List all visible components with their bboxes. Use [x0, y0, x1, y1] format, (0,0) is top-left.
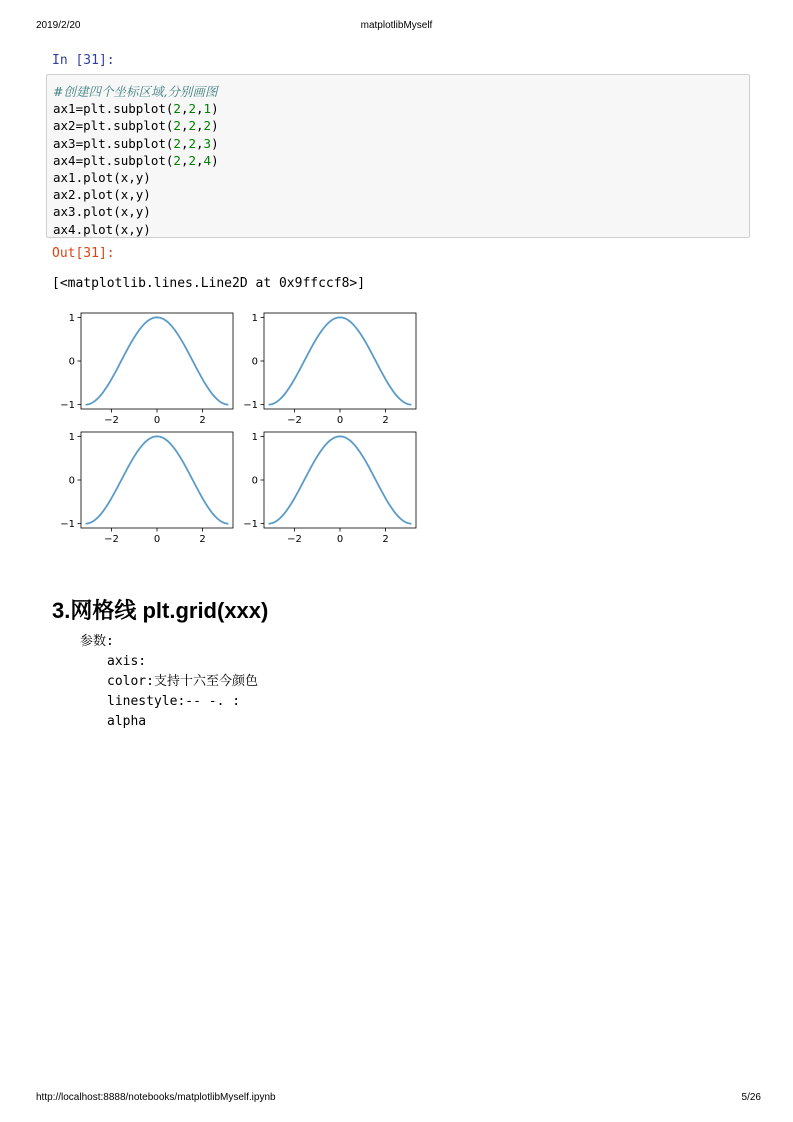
code-token: )	[211, 101, 219, 117]
page-number: 5/26	[741, 1092, 761, 1103]
axes-frame	[81, 313, 233, 409]
series-line	[269, 436, 412, 523]
subplot-figure	[52, 303, 432, 558]
x-tick-label: 0	[153, 534, 161, 545]
x-tick-label: −2	[104, 534, 119, 545]
code-token: 4	[203, 152, 212, 168]
y-tick-label: 1	[68, 312, 75, 324]
y-tick-label: 1	[68, 431, 75, 443]
series-line	[86, 436, 229, 523]
code-token: )	[211, 118, 219, 134]
axes-frame	[81, 432, 233, 528]
x-tick-label: −2	[287, 534, 302, 545]
param-item: alpha	[107, 714, 147, 729]
x-tick-label: −2	[104, 415, 119, 426]
param-item: linestyle:-- -. :	[107, 694, 241, 709]
code-token: ax1.plot(x,y)	[53, 170, 151, 186]
input-prompt: In [31]:	[52, 53, 115, 68]
series-line	[269, 317, 412, 404]
code-token: #创建四个坐标区域,分别画图	[53, 84, 218, 99]
y-tick-label: −1	[243, 400, 258, 412]
code-token: )	[211, 135, 219, 151]
code-token: 2	[173, 152, 181, 168]
y-tick-label: 0	[68, 356, 75, 368]
code-line	[53, 100, 219, 117]
code-token: 1	[203, 101, 212, 117]
subplot-2	[243, 313, 416, 426]
param-item: axis:	[107, 654, 147, 669]
code-token: 2	[188, 101, 197, 117]
code-cell[interactable]	[46, 74, 750, 238]
subplot-3	[60, 432, 233, 545]
y-tick-label: 1	[251, 431, 258, 443]
x-tick-label: 2	[382, 415, 389, 426]
code-line	[53, 152, 219, 169]
page-url: http://localhost:8888/notebooks/matplotlibMyself.ipynb	[36, 1092, 276, 1103]
x-tick-label: 0	[336, 534, 344, 545]
axes-frame	[264, 313, 416, 409]
code-line	[53, 135, 219, 152]
y-tick-label: 0	[251, 475, 258, 487]
y-tick-label: 0	[68, 475, 75, 487]
code-token: ,	[196, 152, 204, 168]
x-tick-label: 0	[153, 415, 161, 426]
y-tick-label: 0	[251, 356, 258, 368]
page-header-title: matplotlibMyself	[360, 20, 433, 31]
code-line	[53, 221, 219, 238]
code-token: ,	[196, 135, 204, 151]
series-line	[86, 317, 229, 404]
code-token: ,	[196, 118, 204, 134]
y-tick-label: 1	[251, 312, 258, 324]
code-token: ax2=plt.subplot(	[53, 118, 174, 134]
params-label: 参数:	[80, 634, 114, 649]
code-token: 2	[188, 152, 197, 168]
code-line	[53, 169, 219, 186]
code-token: 2	[173, 135, 181, 151]
code-token: 2	[173, 101, 181, 117]
code-token: ,	[180, 118, 189, 134]
code-token: 2	[188, 135, 197, 151]
x-tick-label: 0	[336, 415, 344, 426]
code-token: ,	[180, 135, 189, 151]
output-text: [<matplotlib.lines.Line2D at 0x9ffccf8>]	[52, 276, 366, 291]
code-token: ax4.plot(x,y)	[53, 221, 151, 237]
print-date: 2019/2/20	[36, 20, 81, 31]
x-tick-label: 2	[199, 415, 206, 426]
x-tick-label: 2	[199, 534, 206, 545]
code-token: ,	[180, 152, 189, 168]
code-token: 2	[173, 118, 181, 134]
code-token: ,	[180, 101, 189, 117]
x-tick-label: −2	[287, 415, 302, 426]
output-prompt: Out[31]:	[52, 246, 115, 261]
y-tick-label: −1	[243, 519, 258, 531]
x-tick-label: 2	[382, 534, 389, 545]
y-tick-label: −1	[60, 400, 75, 412]
subplot-4	[243, 432, 416, 545]
code-lines	[53, 83, 219, 238]
code-token: 2	[203, 118, 212, 134]
code-line	[53, 83, 219, 100]
code-token: ax2.plot(x,y)	[53, 187, 151, 203]
code-line	[53, 203, 219, 220]
y-tick-label: −1	[60, 519, 75, 531]
section-heading: 3.网格线 plt.grid(xxx)	[52, 598, 269, 623]
code-token: ax1=plt.subplot(	[53, 101, 174, 117]
code-token: ax3=plt.subplot(	[53, 135, 174, 151]
code-token: ax4=plt.subplot(	[53, 152, 174, 168]
axes-frame	[264, 432, 416, 528]
code-token: ax3.plot(x,y)	[53, 204, 151, 220]
code-token: ,	[196, 101, 204, 117]
code-line	[53, 117, 219, 134]
subplot-1	[60, 313, 233, 426]
param-item: color:支持十六至今颜色	[107, 674, 258, 689]
code-token: 2	[188, 118, 197, 134]
code-token: 3	[203, 135, 212, 151]
code-line	[53, 186, 219, 203]
code-token: )	[211, 152, 219, 168]
params-list	[80, 632, 258, 732]
subplots-svg	[52, 303, 432, 553]
